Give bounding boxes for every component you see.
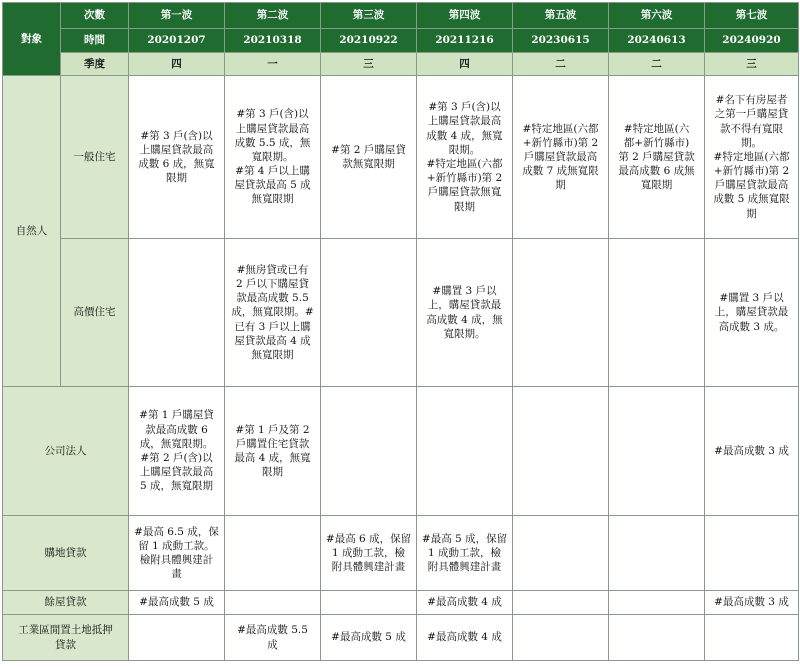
wave-4-quarter: 四 xyxy=(417,53,513,76)
wave-5-quarter: 二 xyxy=(513,53,609,76)
wave-4-name: 第四波 xyxy=(417,3,513,29)
time-label: 時間 xyxy=(61,29,129,53)
table-cell: #特定地區(六 都+新竹縣市) 第 2 戶購屋貸款 最高成數 6 成無 寬限期 xyxy=(609,76,705,239)
header-row-dates xyxy=(3,29,799,53)
wave-6-name: 第六波 xyxy=(609,3,705,29)
table-cell: #購置 3 戶以 上，購屋貸款最 高成數 3 成。 xyxy=(705,239,799,387)
wave-4-date: 20211216 xyxy=(417,29,513,53)
header-row-quarters xyxy=(3,53,799,76)
table-cell xyxy=(129,615,225,661)
table-cell xyxy=(513,615,609,661)
wave-3-quarter: 三 xyxy=(321,53,417,76)
wave-1-date: 20201207 xyxy=(129,29,225,53)
table-cell xyxy=(705,516,799,591)
wave-3-name: 第三波 xyxy=(321,3,417,29)
table-cell: #最高成數 5 成 xyxy=(129,591,225,615)
wave-6-quarter: 二 xyxy=(609,53,705,76)
table-cell xyxy=(513,239,609,387)
wave-7-name: 第七波 xyxy=(705,3,799,29)
table-cell: #最高成數 5.5 成 xyxy=(225,615,321,661)
wave-7-date: 20240920 xyxy=(705,29,799,53)
table-cell xyxy=(513,591,609,615)
industrial-land-label: 工業區閒置土地抵押 貸款 xyxy=(3,615,129,661)
table-cell: #購置 3 戶以 上，購屋貸款最 高成數 4 成，無 寬限期。 xyxy=(417,239,513,387)
table-cell: #第 1 戶及第 2 戶購置住宅貸款 最高 4 成，無寬 限期 xyxy=(225,387,321,516)
land-loan-label: 購地貸款 xyxy=(3,516,129,591)
wave-2-date: 20210318 xyxy=(225,29,321,53)
wave-5-date: 20230615 xyxy=(513,29,609,53)
wave-1-name: 第一波 xyxy=(129,3,225,29)
table-cell: #最高成數 3 成 xyxy=(705,591,799,615)
corporate-label: 公司法人 xyxy=(3,387,129,516)
table-cell: #最高成數 3 成 xyxy=(705,387,799,516)
wave-1-quarter: 四 xyxy=(129,53,225,76)
table-cell: #最高 6.5 成，保 留 1 成動工款。 檢附具體興建計 畫 xyxy=(129,516,225,591)
table-cell xyxy=(225,591,321,615)
table-cell: #第 3 戶(含)以 上購屋貸款最高 成數 5.5 成，無 寬限期。 #第 4 戶以上購 屋貸款最高 5 成 無寬限期 xyxy=(225,76,321,239)
luxury-housing-label: 高價住宅 xyxy=(61,239,129,387)
table-cell xyxy=(609,239,705,387)
wave-label: 次數 xyxy=(61,3,129,29)
table-cell xyxy=(513,387,609,516)
table-cell: #最高成數 4 成 xyxy=(417,615,513,661)
table-cell xyxy=(609,615,705,661)
table-cell: #第 3 戶(含)以 上購屋貸款最高 成數 6 成，無寬 限期 xyxy=(129,76,225,239)
table-cell: #無房貸或已有 2 戶以下購屋貸 款最高成數 5.5 成，無寬限期。# 已有 3 戶以上購 屋貸款最高 4 成 無寬限期 xyxy=(225,239,321,387)
wave-7-quarter: 三 xyxy=(705,53,799,76)
row-industrial-land xyxy=(3,615,799,661)
table-cell: #最高成數 5 成 xyxy=(321,615,417,661)
table-cell xyxy=(609,591,705,615)
row-general-housing xyxy=(3,76,799,239)
table-cell xyxy=(609,516,705,591)
table-cell xyxy=(705,615,799,661)
table-cell xyxy=(225,516,321,591)
general-housing-label: 一般住宅 xyxy=(61,76,129,239)
wave-5-name: 第五波 xyxy=(513,3,609,29)
table-cell xyxy=(513,516,609,591)
table-cell: #最高 5 成，保留 1 成動工款，檢 附具體興建計畫 xyxy=(417,516,513,591)
row-land-loan xyxy=(3,516,799,591)
wave-2-quarter: 一 xyxy=(225,53,321,76)
table-cell: #第 2 戶購屋貸 款無寬限期 xyxy=(321,76,417,239)
table-cell xyxy=(609,387,705,516)
table-cell: #第 3 戶(含)以 上購屋貸款最高 成數 4 成，無寬 限期。 #特定地區(六都 +新竹縣市)第 2 戶購屋貸款無寬 限期 xyxy=(417,76,513,239)
row-luxury-housing xyxy=(3,239,799,387)
wave-6-date: 20240613 xyxy=(609,29,705,53)
table-cell: #最高 6 成，保留 1 成動工款，檢 附具體興建計畫 xyxy=(321,516,417,591)
table-cell: #最高成數 4 成 xyxy=(417,591,513,615)
table-cell xyxy=(321,591,417,615)
header-row-waves xyxy=(3,3,799,29)
unsold-housing-label: 餘屋貸款 xyxy=(3,591,129,615)
subject-header: 對象 xyxy=(3,3,61,76)
wave-3-date: 20210922 xyxy=(321,29,417,53)
table-cell xyxy=(321,239,417,387)
table-cell: #特定地區(六都 +新竹縣市)第 2 戶購屋貸款最高 成數 7 成無寬限 期 xyxy=(513,76,609,239)
credit-control-table xyxy=(2,2,799,661)
row-unsold-housing xyxy=(3,591,799,615)
table-cell xyxy=(321,387,417,516)
table-cell: #第 1 戶購屋貸 款最高成數 6 成，無寬限期。 #第 2 戶(含)以 上購屋貸款最高 5 成，無寬限期 xyxy=(129,387,225,516)
table-cell xyxy=(129,239,225,387)
table-cell xyxy=(417,387,513,516)
wave-2-name: 第二波 xyxy=(225,3,321,29)
natural-person-label: 自然人 xyxy=(3,76,61,387)
table-cell: #名下有房屋者 之第一戶購屋貸 款不得有寬限 期。 #特定地區(六都 +新竹縣市)第 2 戶購屋貸款最高 成數 5 成無寬限 期 xyxy=(705,76,799,239)
row-corporate xyxy=(3,387,799,516)
quarter-label: 季度 xyxy=(61,53,129,76)
